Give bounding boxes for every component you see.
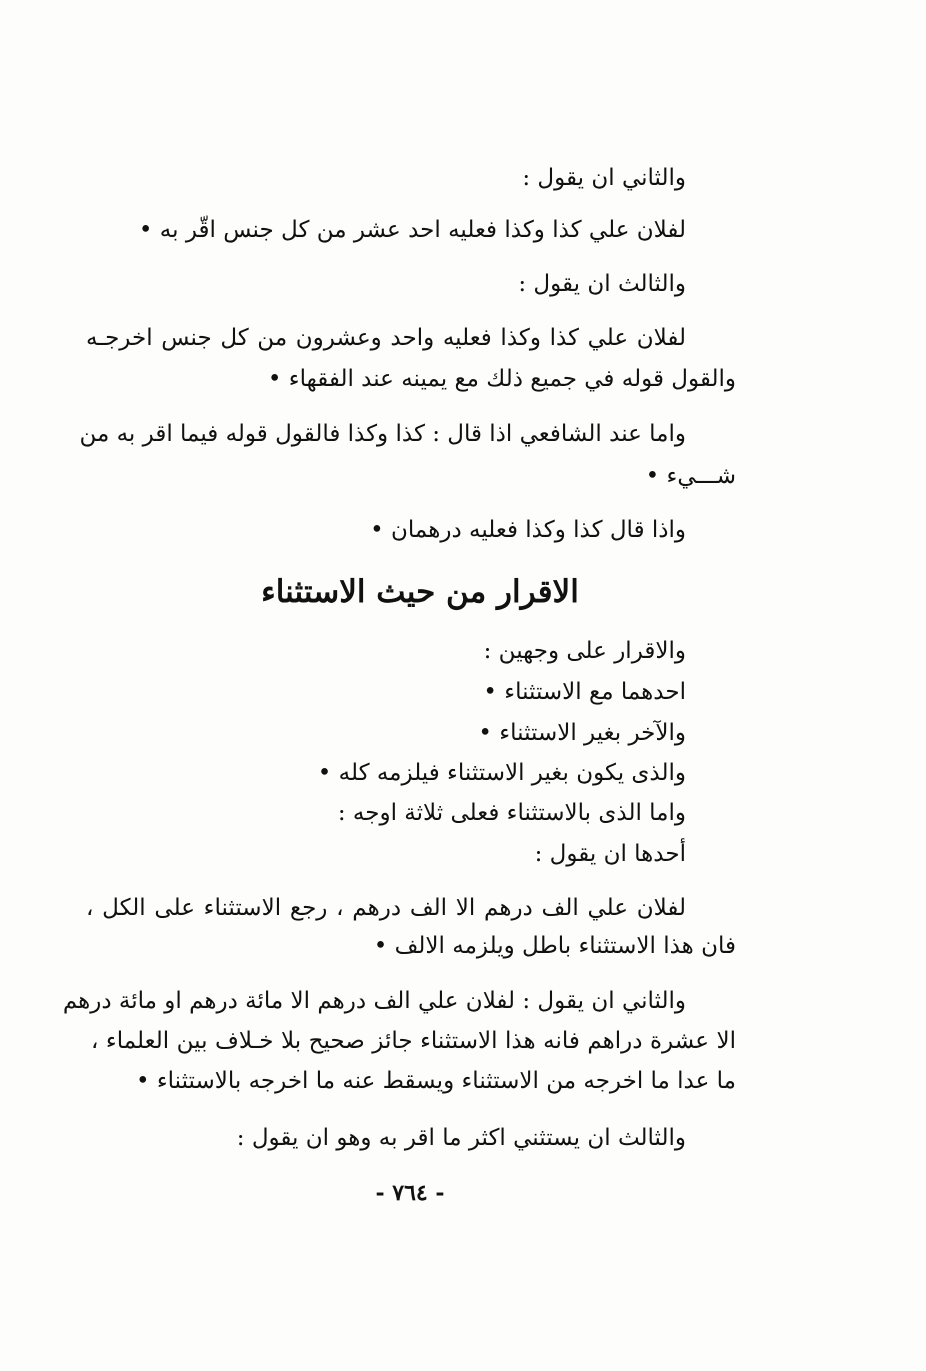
- text-line: أحدها ان يقول :: [534, 841, 686, 867]
- text-line: والاقرار على وجهين :: [483, 638, 686, 664]
- text-line: والثالث ان يستثني اكثر ما اقر به وهو ان يقول :: [236, 1125, 686, 1151]
- text-line: احدهما مع الاستثناء •: [483, 679, 686, 705]
- text-line: الا عشرة دراهم فانه هذا الاستثناء جائز صحيح بلا خـلاف بين العلماء ،: [91, 1028, 736, 1054]
- text-line: واما عند الشافعي اذا قال : كذا وكذا فالقول قوله فيما اقر به من: [79, 421, 686, 447]
- text-line: شـــيء •: [645, 463, 736, 489]
- text-line: واما الذى بالاستثناء فعلى ثلاثة اوجه :: [337, 800, 686, 826]
- text-line: لفلان علي الف درهم الا الف درهم ، رجع الاستثناء على الكل ،: [86, 895, 686, 921]
- text-line: ما عدا ما اخرجه من الاستثناء ويسقط عنه ما اخرجه بالاستثناء •: [135, 1068, 736, 1094]
- text-line: والقول قوله في جميع ذلك مع يمينه عند الفقهاء •: [267, 366, 736, 392]
- text-line: والذى يكون بغير الاستثناء فيلزمه كله •: [317, 760, 686, 786]
- text-line: لفلان علي كذا وكذا فعليه واحد وعشرون من كل جنس اخرجـه: [86, 325, 686, 351]
- text-line: واذا قال كذا وكذا فعليه درهمان •: [370, 517, 686, 543]
- text-line: فان هذا الاستثناء باطل ويلزمه الالف •: [373, 933, 736, 959]
- section-heading: الاقرار من حيث الاستثناء: [261, 574, 579, 610]
- text-line: والثاني ان يقول :: [522, 165, 686, 191]
- text-line: لفلان علي كذا وكذا فعليه احد عشر من كل جنس اقّر به •: [138, 217, 686, 243]
- text-line: والآخر بغير الاستثناء •: [478, 720, 686, 746]
- page-number: - ٧٦٤ -: [375, 1180, 445, 1206]
- text-line: والثالث ان يقول :: [518, 271, 686, 297]
- text-line: والثاني ان يقول : لفلان علي الف درهم الا مائة درهم او مائة درهم: [62, 988, 686, 1014]
